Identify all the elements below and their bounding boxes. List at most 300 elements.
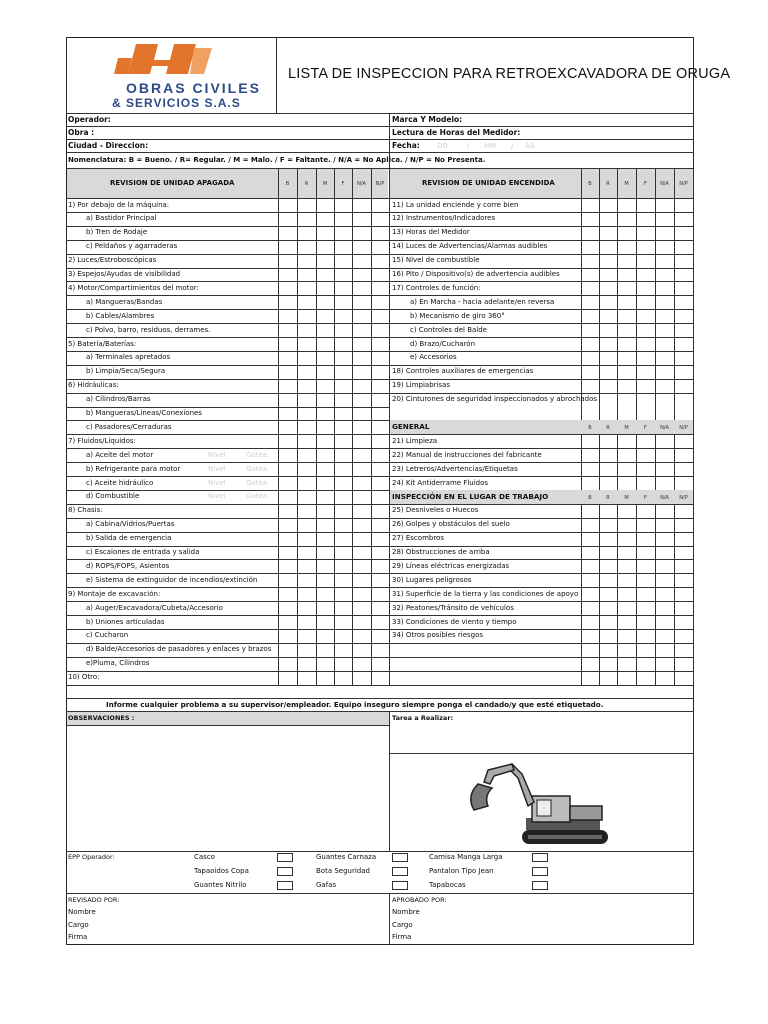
right-check-cell[interactable] xyxy=(617,573,636,587)
left-check-cell[interactable] xyxy=(316,407,334,421)
right-check-cell[interactable] xyxy=(581,393,599,421)
right-check-cell[interactable] xyxy=(581,587,599,601)
revisado-firma[interactable]: Firma xyxy=(68,933,88,941)
right-check-cell[interactable] xyxy=(636,379,655,393)
right-check-cell[interactable] xyxy=(581,351,599,365)
left-check-cell[interactable] xyxy=(352,295,371,309)
right-check-cell[interactable] xyxy=(581,518,599,532)
right-check-cell[interactable] xyxy=(636,393,655,421)
left-check-cell[interactable] xyxy=(371,643,389,657)
left-check-cell[interactable] xyxy=(371,420,389,434)
right-check-cell[interactable] xyxy=(674,615,693,629)
right-check-cell[interactable] xyxy=(636,365,655,379)
right-check-cell[interactable] xyxy=(581,337,599,351)
left-check-cell[interactable] xyxy=(352,573,371,587)
left-check-cell[interactable] xyxy=(278,573,297,587)
left-check-cell[interactable] xyxy=(371,629,389,643)
right-check-cell[interactable] xyxy=(655,295,674,309)
right-check-cell[interactable] xyxy=(581,365,599,379)
right-check-cell[interactable] xyxy=(617,615,636,629)
left-check-cell[interactable] xyxy=(371,546,389,560)
left-check-cell[interactable] xyxy=(334,615,352,629)
left-check-cell[interactable] xyxy=(371,587,389,601)
right-check-cell[interactable] xyxy=(617,379,636,393)
left-check-cell[interactable] xyxy=(316,254,334,268)
left-check-cell[interactable] xyxy=(371,309,389,323)
right-check-cell[interactable] xyxy=(581,504,599,518)
right-check-cell[interactable] xyxy=(617,462,636,476)
left-check-cell[interactable] xyxy=(334,629,352,643)
left-check-cell[interactable] xyxy=(316,546,334,560)
left-check-cell[interactable] xyxy=(334,198,352,212)
left-check-cell[interactable] xyxy=(334,337,352,351)
left-check-cell[interactable] xyxy=(334,254,352,268)
left-check-cell[interactable] xyxy=(371,393,389,407)
right-check-cell[interactable] xyxy=(674,295,693,309)
right-check-cell[interactable] xyxy=(674,351,693,365)
right-check-cell[interactable] xyxy=(581,212,599,226)
left-check-cell[interactable] xyxy=(278,601,297,615)
left-check-cell[interactable] xyxy=(371,226,389,240)
left-check-cell[interactable] xyxy=(278,518,297,532)
epp-checkbox[interactable] xyxy=(532,881,548,890)
left-check-cell[interactable] xyxy=(334,587,352,601)
ciudad-field[interactable]: Ciudad - Direccion: xyxy=(68,141,149,150)
right-check-cell[interactable] xyxy=(617,281,636,295)
right-check-cell[interactable] xyxy=(636,337,655,351)
right-check-cell[interactable] xyxy=(636,434,655,448)
right-check-cell[interactable] xyxy=(674,629,693,643)
epp-checkbox[interactable] xyxy=(277,853,293,862)
right-check-cell[interactable] xyxy=(674,226,693,240)
right-check-cell[interactable] xyxy=(636,518,655,532)
left-check-cell[interactable] xyxy=(334,379,352,393)
right-check-cell[interactable] xyxy=(674,546,693,560)
right-check-cell[interactable] xyxy=(636,476,655,490)
right-check-cell[interactable] xyxy=(636,629,655,643)
left-check-cell[interactable] xyxy=(278,379,297,393)
left-check-cell[interactable] xyxy=(371,504,389,518)
left-check-cell[interactable] xyxy=(352,559,371,573)
left-check-cell[interactable] xyxy=(334,434,352,448)
right-check-cell[interactable] xyxy=(581,559,599,573)
right-check-cell[interactable] xyxy=(617,198,636,212)
right-check-cell[interactable] xyxy=(636,532,655,546)
right-check-cell[interactable] xyxy=(674,254,693,268)
revisado-nombre[interactable]: Nombre xyxy=(68,908,96,916)
right-check-cell[interactable] xyxy=(636,226,655,240)
right-check-cell[interactable] xyxy=(655,601,674,615)
left-check-cell[interactable] xyxy=(352,546,371,560)
left-check-cell[interactable] xyxy=(371,295,389,309)
left-check-cell[interactable] xyxy=(334,393,352,407)
right-check-cell[interactable] xyxy=(636,504,655,518)
left-check-cell[interactable] xyxy=(297,281,316,295)
left-check-cell[interactable] xyxy=(352,309,371,323)
right-check-cell[interactable] xyxy=(599,254,617,268)
right-check-cell[interactable] xyxy=(636,268,655,282)
right-check-cell[interactable] xyxy=(599,309,617,323)
right-check-cell[interactable] xyxy=(599,476,617,490)
left-check-cell[interactable] xyxy=(278,323,297,337)
left-check-cell[interactable] xyxy=(352,198,371,212)
right-check-cell[interactable] xyxy=(674,601,693,615)
epp-checkbox[interactable] xyxy=(532,867,548,876)
left-check-cell[interactable] xyxy=(278,281,297,295)
left-check-cell[interactable] xyxy=(334,295,352,309)
right-check-cell[interactable] xyxy=(655,434,674,448)
left-check-cell[interactable] xyxy=(316,337,334,351)
right-check-cell[interactable] xyxy=(617,351,636,365)
left-check-cell[interactable] xyxy=(371,323,389,337)
right-check-cell[interactable] xyxy=(655,448,674,462)
right-check-cell[interactable] xyxy=(674,379,693,393)
right-check-cell[interactable] xyxy=(599,601,617,615)
left-check-cell[interactable] xyxy=(316,490,334,504)
left-check-cell[interactable] xyxy=(352,504,371,518)
left-check-cell[interactable] xyxy=(297,351,316,365)
left-check-cell[interactable] xyxy=(297,198,316,212)
left-check-cell[interactable] xyxy=(371,490,389,504)
left-check-cell[interactable] xyxy=(278,546,297,560)
obra-field[interactable]: Obra : xyxy=(68,128,95,137)
left-check-cell[interactable] xyxy=(316,518,334,532)
left-check-cell[interactable] xyxy=(316,365,334,379)
left-check-cell[interactable] xyxy=(278,212,297,226)
left-check-cell[interactable] xyxy=(278,295,297,309)
left-check-cell[interactable] xyxy=(297,337,316,351)
left-check-cell[interactable] xyxy=(316,629,334,643)
right-check-cell[interactable] xyxy=(674,337,693,351)
right-check-cell[interactable] xyxy=(655,254,674,268)
left-check-cell[interactable] xyxy=(352,226,371,240)
right-check-cell[interactable] xyxy=(674,434,693,448)
right-check-cell[interactable] xyxy=(581,309,599,323)
right-check-cell[interactable] xyxy=(636,309,655,323)
left-check-cell[interactable] xyxy=(352,434,371,448)
left-check-cell[interactable] xyxy=(316,212,334,226)
right-check-cell[interactable] xyxy=(581,476,599,490)
right-check-cell[interactable] xyxy=(581,573,599,587)
left-check-cell[interactable] xyxy=(371,559,389,573)
left-check-cell[interactable] xyxy=(297,532,316,546)
left-check-cell[interactable] xyxy=(371,657,389,671)
right-check-cell[interactable] xyxy=(674,323,693,337)
right-check-cell[interactable] xyxy=(599,323,617,337)
right-check-cell[interactable] xyxy=(599,504,617,518)
right-check-cell[interactable] xyxy=(617,393,636,421)
left-check-cell[interactable] xyxy=(297,212,316,226)
left-check-cell[interactable] xyxy=(352,615,371,629)
left-check-cell[interactable] xyxy=(297,434,316,448)
right-check-cell[interactable] xyxy=(617,254,636,268)
left-check-cell[interactable] xyxy=(278,240,297,254)
left-check-cell[interactable] xyxy=(371,407,389,421)
right-check-cell[interactable] xyxy=(599,351,617,365)
left-check-cell[interactable] xyxy=(278,615,297,629)
left-check-cell[interactable] xyxy=(316,504,334,518)
left-check-cell[interactable] xyxy=(297,268,316,282)
right-check-cell[interactable] xyxy=(674,309,693,323)
right-check-cell[interactable] xyxy=(581,254,599,268)
right-check-cell[interactable] xyxy=(636,295,655,309)
left-check-cell[interactable] xyxy=(297,295,316,309)
right-check-cell[interactable] xyxy=(674,532,693,546)
right-check-cell[interactable] xyxy=(655,504,674,518)
right-check-cell[interactable] xyxy=(636,587,655,601)
left-check-cell[interactable] xyxy=(297,587,316,601)
right-check-cell[interactable] xyxy=(581,281,599,295)
right-check-cell[interactable] xyxy=(655,559,674,573)
left-check-cell[interactable] xyxy=(297,226,316,240)
right-check-cell[interactable] xyxy=(674,476,693,490)
right-check-cell[interactable] xyxy=(599,629,617,643)
right-check-cell[interactable] xyxy=(636,240,655,254)
left-check-cell[interactable] xyxy=(352,518,371,532)
left-check-cell[interactable] xyxy=(297,240,316,254)
right-check-cell[interactable] xyxy=(617,268,636,282)
right-check-cell[interactable] xyxy=(674,462,693,476)
left-check-cell[interactable] xyxy=(352,351,371,365)
right-check-cell[interactable] xyxy=(636,462,655,476)
left-check-cell[interactable] xyxy=(371,240,389,254)
right-check-cell[interactable] xyxy=(581,448,599,462)
left-check-cell[interactable] xyxy=(316,532,334,546)
right-check-cell[interactable] xyxy=(655,212,674,226)
left-check-cell[interactable] xyxy=(352,365,371,379)
left-check-cell[interactable] xyxy=(316,573,334,587)
left-check-cell[interactable] xyxy=(297,601,316,615)
right-check-cell[interactable] xyxy=(636,212,655,226)
left-check-cell[interactable] xyxy=(352,254,371,268)
fecha-field[interactable]: Fecha: xyxy=(392,141,420,150)
left-check-cell[interactable] xyxy=(278,587,297,601)
right-check-cell[interactable] xyxy=(617,532,636,546)
left-check-cell[interactable] xyxy=(334,559,352,573)
right-check-cell[interactable] xyxy=(655,351,674,365)
right-check-cell[interactable] xyxy=(581,295,599,309)
left-check-cell[interactable] xyxy=(316,448,334,462)
right-check-cell[interactable] xyxy=(617,504,636,518)
left-check-cell[interactable] xyxy=(297,393,316,407)
epp-checkbox[interactable] xyxy=(277,867,293,876)
right-check-cell[interactable] xyxy=(599,559,617,573)
left-check-cell[interactable] xyxy=(334,212,352,226)
left-check-cell[interactable] xyxy=(297,504,316,518)
left-check-cell[interactable] xyxy=(352,643,371,657)
right-check-cell[interactable] xyxy=(674,240,693,254)
left-check-cell[interactable] xyxy=(371,268,389,282)
right-check-cell[interactable] xyxy=(674,393,693,421)
left-check-cell[interactable] xyxy=(352,323,371,337)
left-check-cell[interactable] xyxy=(371,198,389,212)
right-check-cell[interactable] xyxy=(655,532,674,546)
right-check-cell[interactable] xyxy=(599,393,617,421)
right-check-cell[interactable] xyxy=(617,518,636,532)
left-check-cell[interactable] xyxy=(334,643,352,657)
left-check-cell[interactable] xyxy=(352,490,371,504)
right-check-cell[interactable] xyxy=(636,254,655,268)
left-check-cell[interactable] xyxy=(316,323,334,337)
aprobado-cargo[interactable]: Cargo xyxy=(392,921,413,929)
right-check-cell[interactable] xyxy=(655,226,674,240)
left-check-cell[interactable] xyxy=(352,462,371,476)
right-check-cell[interactable] xyxy=(599,337,617,351)
left-check-cell[interactable] xyxy=(297,309,316,323)
right-check-cell[interactable] xyxy=(581,629,599,643)
left-check-cell[interactable] xyxy=(334,490,352,504)
left-check-cell[interactable] xyxy=(316,476,334,490)
right-check-cell[interactable] xyxy=(599,573,617,587)
left-check-cell[interactable] xyxy=(278,407,297,421)
right-check-cell[interactable] xyxy=(655,462,674,476)
left-check-cell[interactable] xyxy=(334,226,352,240)
right-check-cell[interactable] xyxy=(655,518,674,532)
right-check-cell[interactable] xyxy=(599,268,617,282)
right-check-cell[interactable] xyxy=(655,309,674,323)
left-check-cell[interactable] xyxy=(297,379,316,393)
right-check-cell[interactable] xyxy=(636,198,655,212)
left-check-cell[interactable] xyxy=(316,671,334,685)
right-check-cell[interactable] xyxy=(617,309,636,323)
right-check-cell[interactable] xyxy=(599,518,617,532)
left-check-cell[interactable] xyxy=(352,671,371,685)
left-check-cell[interactable] xyxy=(278,643,297,657)
right-check-cell[interactable] xyxy=(599,546,617,560)
right-check-cell[interactable] xyxy=(636,546,655,560)
right-check-cell[interactable] xyxy=(617,226,636,240)
left-check-cell[interactable] xyxy=(352,393,371,407)
left-check-cell[interactable] xyxy=(297,559,316,573)
right-check-cell[interactable] xyxy=(674,587,693,601)
left-check-cell[interactable] xyxy=(278,434,297,448)
right-check-cell[interactable] xyxy=(599,198,617,212)
right-check-cell[interactable] xyxy=(655,323,674,337)
left-check-cell[interactable] xyxy=(316,615,334,629)
right-check-cell[interactable] xyxy=(655,615,674,629)
left-check-cell[interactable] xyxy=(352,407,371,421)
left-check-cell[interactable] xyxy=(334,546,352,560)
right-check-cell[interactable] xyxy=(599,448,617,462)
right-check-cell[interactable] xyxy=(581,434,599,448)
operador-field[interactable]: Operador: xyxy=(68,115,111,124)
left-check-cell[interactable] xyxy=(352,448,371,462)
right-check-cell[interactable] xyxy=(599,365,617,379)
right-check-cell[interactable] xyxy=(581,615,599,629)
right-check-cell[interactable] xyxy=(581,379,599,393)
right-check-cell[interactable] xyxy=(674,268,693,282)
right-check-cell[interactable] xyxy=(599,212,617,226)
right-check-cell[interactable] xyxy=(655,546,674,560)
right-check-cell[interactable] xyxy=(581,323,599,337)
left-check-cell[interactable] xyxy=(371,351,389,365)
right-check-cell[interactable] xyxy=(655,337,674,351)
left-check-cell[interactable] xyxy=(352,532,371,546)
left-check-cell[interactable] xyxy=(316,268,334,282)
left-check-cell[interactable] xyxy=(316,559,334,573)
left-check-cell[interactable] xyxy=(334,573,352,587)
right-check-cell[interactable] xyxy=(674,365,693,379)
right-check-cell[interactable] xyxy=(655,281,674,295)
left-check-cell[interactable] xyxy=(334,240,352,254)
left-check-cell[interactable] xyxy=(371,365,389,379)
right-check-cell[interactable] xyxy=(636,573,655,587)
left-check-cell[interactable] xyxy=(334,420,352,434)
right-check-cell[interactable] xyxy=(674,559,693,573)
left-check-cell[interactable] xyxy=(371,448,389,462)
right-check-cell[interactable] xyxy=(674,518,693,532)
right-check-cell[interactable] xyxy=(636,281,655,295)
left-check-cell[interactable] xyxy=(278,657,297,671)
left-check-cell[interactable] xyxy=(278,671,297,685)
left-check-cell[interactable] xyxy=(334,504,352,518)
left-check-cell[interactable] xyxy=(278,532,297,546)
aprobado-nombre[interactable]: Nombre xyxy=(392,908,420,916)
left-check-cell[interactable] xyxy=(352,379,371,393)
lectura-field[interactable]: Lectura de Horas del Medidor: xyxy=(392,128,521,137)
left-check-cell[interactable] xyxy=(371,671,389,685)
left-check-cell[interactable] xyxy=(371,532,389,546)
left-check-cell[interactable] xyxy=(334,476,352,490)
right-check-cell[interactable] xyxy=(674,198,693,212)
right-check-cell[interactable] xyxy=(674,212,693,226)
left-check-cell[interactable] xyxy=(278,559,297,573)
aprobado-firma[interactable]: Firma xyxy=(392,933,412,941)
left-check-cell[interactable] xyxy=(297,671,316,685)
left-check-cell[interactable] xyxy=(334,268,352,282)
left-check-cell[interactable] xyxy=(334,518,352,532)
left-check-cell[interactable] xyxy=(278,365,297,379)
epp-checkbox[interactable] xyxy=(277,881,293,890)
left-check-cell[interactable] xyxy=(278,309,297,323)
left-check-cell[interactable] xyxy=(371,281,389,295)
epp-checkbox[interactable] xyxy=(392,867,408,876)
left-check-cell[interactable] xyxy=(352,476,371,490)
left-check-cell[interactable] xyxy=(278,254,297,268)
left-check-cell[interactable] xyxy=(334,365,352,379)
right-check-cell[interactable] xyxy=(599,615,617,629)
right-check-cell[interactable] xyxy=(617,212,636,226)
left-check-cell[interactable] xyxy=(316,462,334,476)
right-check-cell[interactable] xyxy=(599,434,617,448)
left-check-cell[interactable] xyxy=(297,476,316,490)
left-check-cell[interactable] xyxy=(352,240,371,254)
right-check-cell[interactable] xyxy=(674,448,693,462)
left-check-cell[interactable] xyxy=(278,226,297,240)
left-check-cell[interactable] xyxy=(352,337,371,351)
epp-checkbox[interactable] xyxy=(392,881,408,890)
left-check-cell[interactable] xyxy=(352,629,371,643)
right-check-cell[interactable] xyxy=(617,323,636,337)
left-check-cell[interactable] xyxy=(334,448,352,462)
right-check-cell[interactable] xyxy=(617,629,636,643)
right-check-cell[interactable] xyxy=(581,240,599,254)
left-check-cell[interactable] xyxy=(297,518,316,532)
left-check-cell[interactable] xyxy=(316,434,334,448)
left-check-cell[interactable] xyxy=(352,281,371,295)
right-check-cell[interactable] xyxy=(655,587,674,601)
right-check-cell[interactable] xyxy=(636,559,655,573)
left-check-cell[interactable] xyxy=(371,615,389,629)
left-check-cell[interactable] xyxy=(371,337,389,351)
left-check-cell[interactable] xyxy=(316,420,334,434)
left-check-cell[interactable] xyxy=(352,601,371,615)
right-check-cell[interactable] xyxy=(599,462,617,476)
left-check-cell[interactable] xyxy=(297,254,316,268)
left-check-cell[interactable] xyxy=(278,462,297,476)
left-check-cell[interactable] xyxy=(278,420,297,434)
right-check-cell[interactable] xyxy=(581,268,599,282)
